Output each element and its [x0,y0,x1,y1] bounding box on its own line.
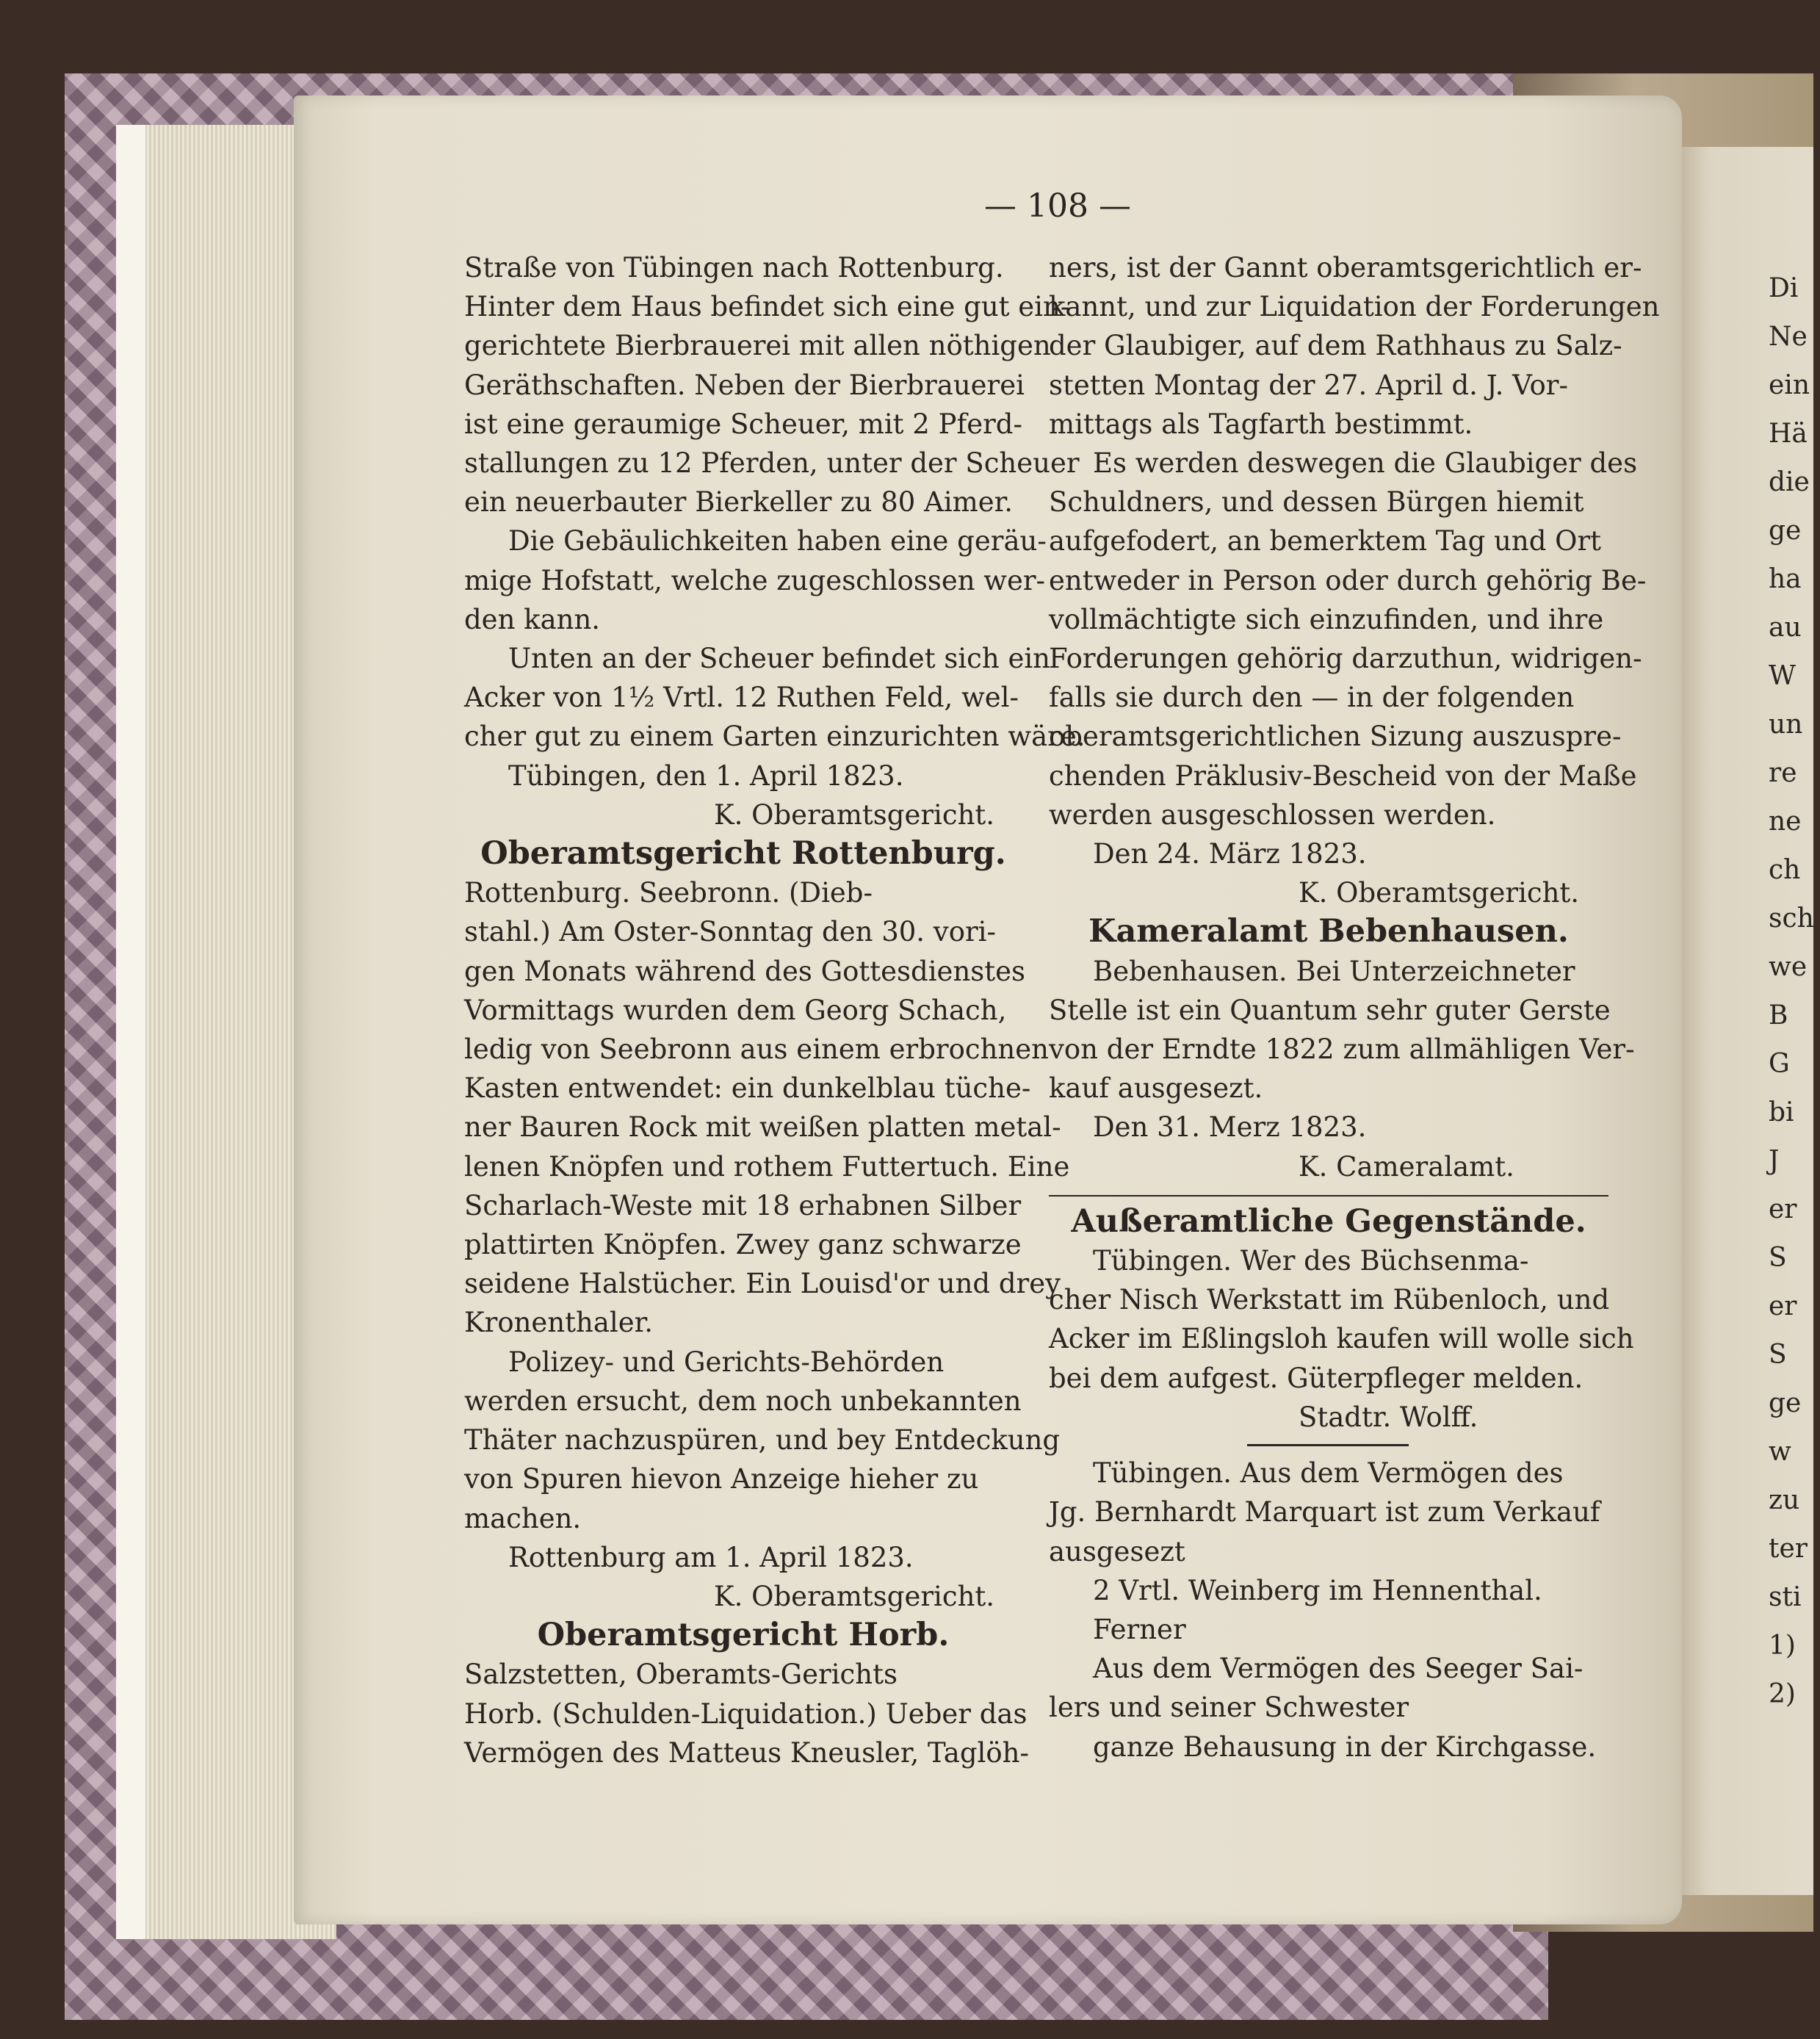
text-line: Kasten entwendet: ein dunkelblau tüche- [464,1072,1031,1105]
text-line: bei dem aufgest. Güterpfleger melden. [1049,1362,1584,1394]
edge-fragment: Hä [1769,419,1808,449]
page-number: — 108 — [984,187,1131,225]
left-text-column [464,248,1086,1772]
text-line: stallungen zu 12 Pferden, unter der Scheuer [464,447,1080,480]
text-line: werden ausgeschlossen werden. [1049,798,1496,831]
text-line: gen Monats während des Gottesdienstes [464,955,1026,987]
text-line: gerichtete Bierbrauerei mit allen nöthigen [464,330,1051,362]
text-line: Bebenhausen. Bei Unterzeichneter [1093,955,1575,987]
text-line: Tübingen. Wer des Büchsenma- [1093,1245,1529,1277]
text-line: plattirten Knöpfen. Zwey ganz schwarze [464,1229,1022,1261]
text-line: kannt, und zur Liquidation der Forderungen [1049,291,1660,323]
edge-fragment: re [1769,758,1797,788]
edge-fragment: Ne [1769,322,1808,352]
text-line: ledig von Seebronn aus einem erbrochnen [464,1033,1049,1066]
text-line: der Glaubiger, auf dem Rathhaus zu Salz- [1049,330,1622,362]
edge-fragment: J [1769,1146,1780,1176]
text-line: ner Bauren Rock mit weißen platten metal- [464,1111,1061,1144]
text-line: mige Hofstatt, welche zugeschlossen wer- [464,564,1046,596]
text-line: Stelle ist ein Quantum sehr guter Gerste [1049,994,1611,1026]
edge-fragment: sti [1769,1582,1802,1612]
text-line: Scharlach-Weste mit 18 erhabnen Silber [464,1189,1022,1221]
text-line: ist eine geraumige Scheuer, mit 2 Pferd- [464,408,1022,440]
section-divider [1049,1195,1608,1197]
text-line: Ferner [1093,1613,1186,1645]
text-line: aufgefodert, an bemerktem Tag und Ort [1049,525,1602,557]
text-line: von der Erndte 1822 zum allmähligen Ver- [1049,1033,1635,1066]
text-line: oberamtsgerichtlichen Sizung auszuspre- [1049,721,1622,753]
text-line: Es werden deswegen die Glaubiger des [1093,447,1638,480]
section-heading: Kameralamt Bebenhausen. [1088,913,1569,950]
page-block-face [116,125,145,1939]
right-text-column [1049,248,1660,1766]
text-line: Straße von Tübingen nach Rottenburg. [464,252,1004,284]
text-line: chenden Präklusiv-Bescheid von der Maße [1049,759,1637,792]
signature: K. Oberamtsgericht. [714,798,995,831]
text-line: seidene Halstücher. Ein Louisd'or und drey [464,1268,1061,1300]
text-line: vollmächtigte sich einzufinden, und ihre [1049,603,1604,635]
edge-fragment: au [1769,613,1802,643]
dateline: Tübingen, den 1. April 1823. [508,759,904,792]
facing-page-text-fragments [1769,264,1820,1719]
text-line: ausgesezt [1049,1535,1185,1567]
text-line: Jg. Bernhardt Marquart ist zum Verkauf [1049,1496,1600,1529]
text-line: entweder in Person oder durch gehörig Be- [1049,564,1647,596]
edge-fragment: Di [1769,273,1799,303]
edge-fragment: bi [1769,1097,1794,1127]
text-line: Geräthschaften. Neben der Bierbrauerei [464,369,1025,401]
edge-fragment: er [1769,1194,1797,1224]
text-line: lenen Knöpfen und rothem Futtertuch. Eine [464,1150,1070,1183]
edge-fragment: S [1769,1340,1787,1370]
text-line: Aus dem Vermögen des Seeger Sai- [1093,1653,1584,1685]
edge-fragment: we [1769,952,1808,982]
text-line: ein neuerbauter Bierkeller zu 80 Aimer. [464,486,1014,519]
edge-fragment: ch [1769,855,1801,885]
edge-fragment: S [1769,1243,1787,1273]
edge-fragment: ge [1769,1388,1802,1418]
dateline: Den 24. März 1823. [1093,838,1367,870]
text-line: machen. [464,1502,582,1534]
edge-fragment: sch [1769,903,1814,934]
signature: K. Cameralamt. [1299,1150,1514,1183]
text-line: Unten an der Scheuer befindet sich ein [508,643,1051,675]
section-heading: Außeramtliche Gegenstände. [1071,1202,1586,1240]
edge-fragment: ne [1769,806,1802,837]
dateline: Den 31. Merz 1823. [1093,1111,1367,1144]
edge-fragment: un [1769,710,1803,740]
edge-fragment: w [1769,1437,1791,1467]
text-line: Tübingen. Aus dem Vermögen des [1093,1457,1564,1490]
edge-fragment: ha [1769,564,1802,594]
text-line: Hinter dem Haus befindet sich eine gut ein- [464,291,1070,323]
text-line: Vormittags wurden dem Georg Schach, [464,994,1007,1026]
text-line: Salzstetten, Oberamts-Gerichts [464,1659,898,1691]
edge-fragment: 2) [1769,1679,1796,1709]
text-line: Vermögen des Matteus Kneusler, Taglöh- [464,1736,1029,1769]
section-heading: Oberamtsgericht Horb. [537,1617,950,1654]
text-line: mittags als Tagfarth bestimmt. [1049,408,1473,440]
text-line: Rottenburg. Seebronn. (Dieb- [464,877,873,909]
edge-fragment: G [1769,1049,1790,1079]
text-line: Kronenthaler. [464,1307,654,1339]
text-line: kauf ausgesezt. [1049,1072,1263,1105]
edge-fragment: er [1769,1291,1797,1321]
text-line: Horb. (Schulden-Liquidation.) Ueber das [464,1697,1028,1730]
text-line: Thäter nachzuspüren, und bey Entdeckung [464,1424,1061,1457]
edge-fragment: zu [1769,1485,1800,1515]
text-line: 2 Vrtl. Weinberg im Hennenthal. [1093,1574,1542,1606]
signature: K. Oberamtsgericht. [1299,877,1580,909]
text-line: werden ersucht, dem noch unbekannten [464,1385,1022,1417]
text-line: ners, ist der Gannt oberamtsgerichtlich er- [1049,252,1642,284]
edge-fragment: ge [1769,516,1802,546]
text-line: cher Nisch Werkstatt im Rübenloch, und [1049,1284,1610,1316]
text-line: Forderungen gehörig darzuthun, widrigen- [1049,643,1642,675]
text-line: stetten Montag der 27. April d. J. Vor- [1049,369,1568,401]
section-heading: Oberamtsgericht Rottenburg. [480,835,1006,873]
text-line: von Spuren hievon Anzeige hieher zu [464,1463,979,1495]
text-line: Polizey- und Gerichts-Behörden [508,1346,945,1378]
edge-fragment: 1) [1769,1631,1796,1661]
edge-fragment: ter [1769,1534,1808,1564]
edge-fragment: W [1769,661,1796,691]
text-line: den kann. [464,603,601,635]
edge-fragment: die [1769,467,1810,497]
text-line: falls sie durch den — in der folgenden [1049,682,1575,714]
text-line: Acker von 1½ Vrtl. 12 Ruthen Feld, wel- [464,682,1019,714]
edge-fragment: ein [1769,370,1810,400]
text-line: stahl.) Am Oster-Sonntag den 30. vori- [464,916,997,948]
text-line: lers und seiner Schwester [1049,1692,1409,1724]
dateline: Rottenburg am 1. April 1823. [508,1541,914,1573]
text-line: cher gut zu einem Garten einzurichten wäre. [464,721,1086,753]
text-line: ganze Behausung in der Kirchgasse. [1093,1731,1597,1763]
text-line: Die Gebäulichkeiten haben eine geräu- [508,525,1047,557]
signature: Stadtr. Wolff. [1299,1401,1478,1433]
signature: K. Oberamtsgericht. [714,1580,995,1612]
text-line: Acker im Eßlingsloh kaufen will wolle sich [1049,1323,1634,1355]
short-divider [1247,1444,1409,1446]
edge-fragment: B [1769,1000,1788,1031]
text-line: Schuldners, und dessen Bürgen hiemit [1049,486,1584,519]
